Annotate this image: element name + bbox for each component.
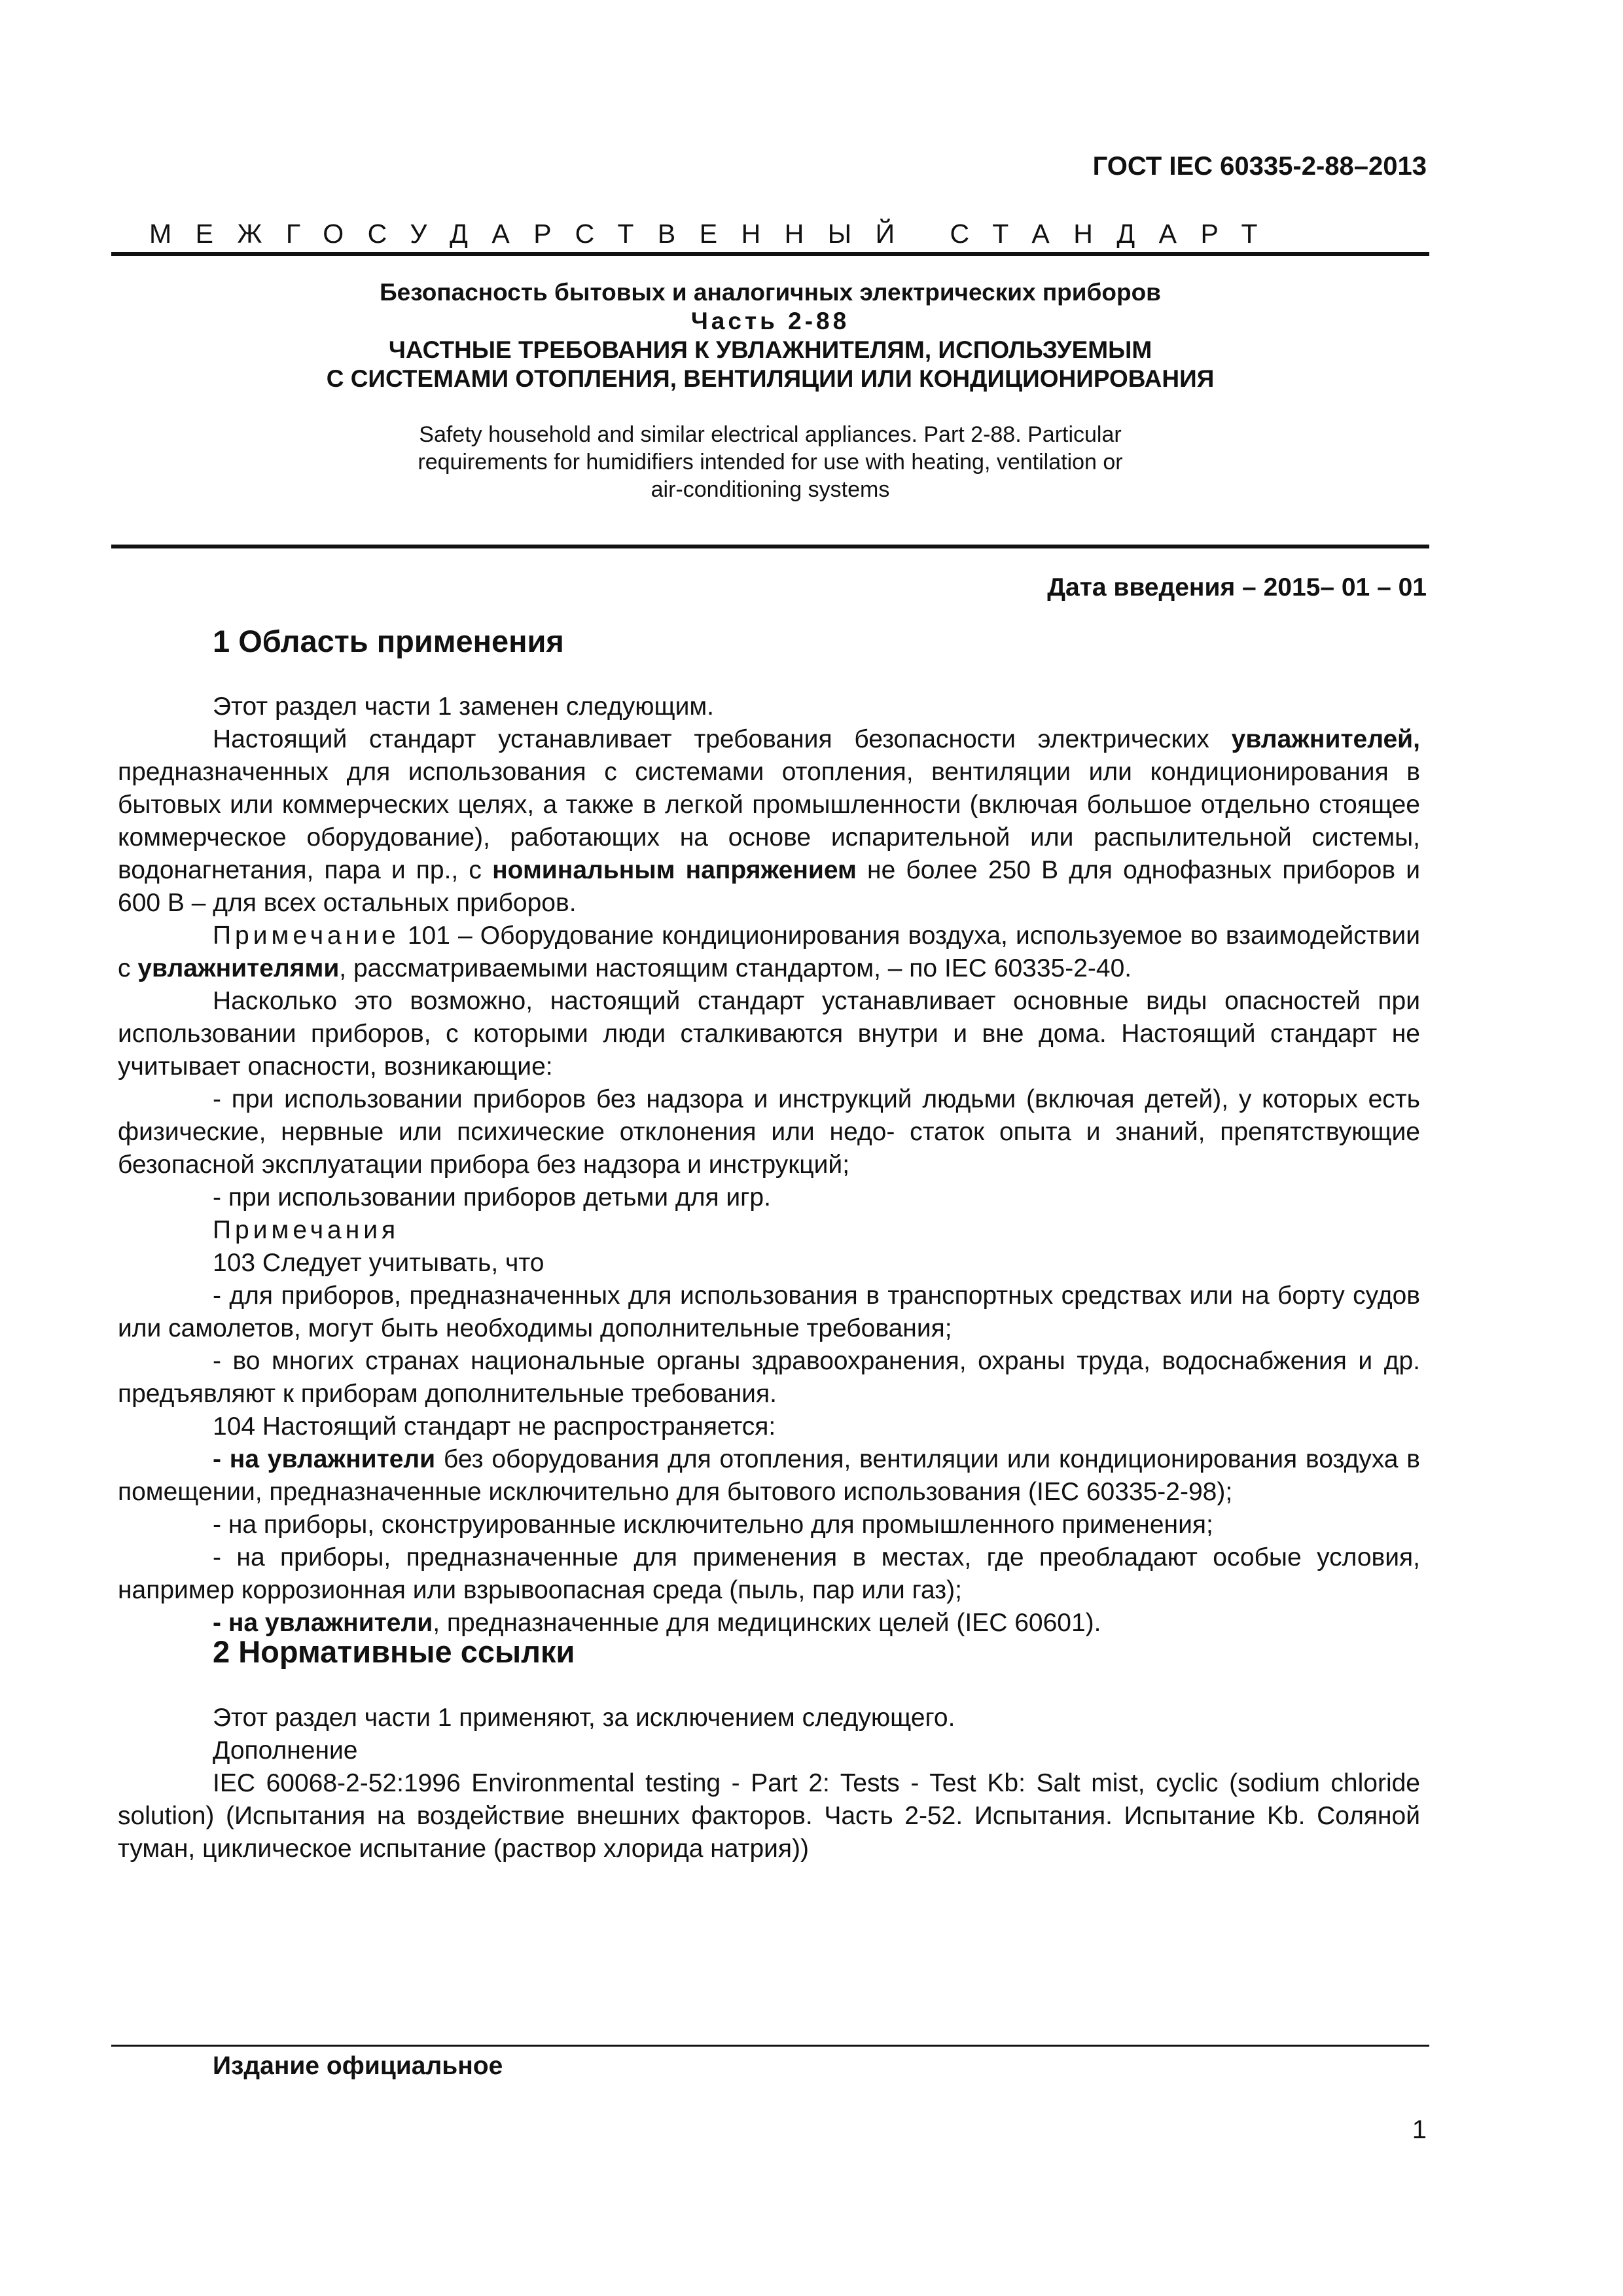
english-title [111, 421, 1429, 503]
reference-entry: IEC 60068-2-52:1996 Environmental testing - Part 2: Tests - Test Kb: Salt mist, cyclic (sodium chloride solution) (Испытания на воздействие внешних факторов. Часть 2-52. Испытания. Испытание Kb. Соляной туман, циклическое испытание (раствор хлорида натрия)) [118, 1769, 1420, 1863]
paragraph: Этот раздел части 1 заменен следующим. [213, 692, 715, 721]
title-line-3: ЧАСТНЫЕ ТРЕБОВАНИЯ К УВЛАЖНИТЕЛЯМ, ИСПОЛЬЗУЕМЫМ [388, 336, 1152, 363]
paragraph: Настоящий стандарт устанавливает требования безопасности электрических увлажнителей, предназначенных для использования с системами отопления, вентиляции или кондиционирования в бытовых или коммерческих целях, а также в легкой промышленности (включая большое отдельно стоящее коммерческое оборудование), работающих на основе испарительной или распылительной системы, водонагнетания, пара и пр., с номинальным напряжением не более 250 В для однофазных приборов и 600 В – для всех остальных приборов. [118, 725, 1421, 917]
english-title-line-3: air-conditioning systems [651, 477, 890, 502]
title-rule [111, 545, 1429, 548]
official-edition-label: Издание официальное [213, 2052, 503, 2080]
footer-rule [111, 2045, 1429, 2047]
english-title-line-2: requirements for humidifiers intended for use with heating, ventilation or [418, 450, 1123, 475]
paragraph: Этот раздел части 1 применяют, за исключением следующего. [213, 1704, 955, 1732]
section-2-body [118, 1702, 1420, 1865]
list-item: - на приборы, предназначенные для применения в местах, где преобладают особые условия, например коррозионная или взрывоопасная среда (пыль, пар или газ); [118, 1543, 1420, 1604]
title-line-1: Безопасность бытовых и аналогичных электрических приборов [380, 279, 1161, 306]
note-101: Примечание 101 – Оборудование кондиционирования воздуха, используемое во взаимодействии с увлажнителями, рассматриваемыми настоящим стандартом, – по IEC 60335-2-40. [118, 922, 1420, 982]
list-item: - на приборы, сконструированные исключительно для промышленного применения; [213, 1511, 1213, 1539]
title-block [111, 278, 1429, 503]
list-item: - для приборов, предназначенных для использования в транспортных средствах или на борту судов или самолетов, могут быть необходимы дополнительные требования; [118, 1282, 1420, 1342]
english-title-line-1: Safety household and similar electrical appliances. Part 2-88. Particular [419, 422, 1122, 447]
standard-type: МЕЖГОСУДАРСТВЕННЫЙ СТАНДАРТ [149, 219, 1282, 249]
paragraph: Дополнение [213, 1736, 358, 1765]
paragraph: Насколько это возможно, настоящий стандарт устанавливает основные виды опасностей при использовании приборов, с которыми люди сталкиваются внутри и вне дома. Настоящий стандарт не учитывает опасности, возникающие: [118, 987, 1420, 1081]
section-2-heading: 2 Нормативные ссылки [213, 1634, 575, 1669]
list-item: - во многих странах национальные органы здравоохранения, охраны труда, водоснабжения и др. предъявляют к приборам дополнительные требования. [118, 1347, 1420, 1408]
document-code: ГОСТ IEC 60335-2-88–2013 [1092, 152, 1427, 181]
section-1-body [118, 691, 1420, 1640]
list-item: - на увлажнители, предназначенные для медицинских целей (IEC 60601). [213, 1609, 1101, 1637]
list-item: - при использовании приборов без надзора и инструкций людьми (включая детей), у которых есть физические, нервные или психические отклонения или недо- статок опыта и знаний, препятствующие безопасной эксплуатации прибора без надзора и инструкций; [118, 1085, 1420, 1179]
title-line-4: С СИСТЕМАМИ ОТОПЛЕНИЯ, ВЕНТИЛЯЦИИ ИЛИ КОНДИЦИОНИРОВАНИЯ [326, 365, 1215, 392]
list-item: - на увлажнители без оборудования для отопления, вентиляции или кондиционирования воздуха в помещении, предназначенные исключительно для бытового использования (IEC 60335-2-98); [118, 1445, 1420, 1506]
section-1-heading: 1 Область применения [213, 624, 564, 658]
note-103: 103 Следует учитывать, что [213, 1249, 544, 1277]
list-item: - при использовании приборов детьми для игр. [213, 1183, 771, 1211]
note-104: 104 Настоящий стандарт не распространяется: [213, 1412, 776, 1441]
introduction-date: Дата введения – 2015– 01 – 01 [1047, 573, 1427, 601]
page-number: 1 [1412, 2115, 1427, 2144]
header-rule [111, 252, 1429, 256]
notes-label: Примечания [213, 1216, 400, 1244]
title-part: Часть 2-88 [690, 308, 850, 334]
